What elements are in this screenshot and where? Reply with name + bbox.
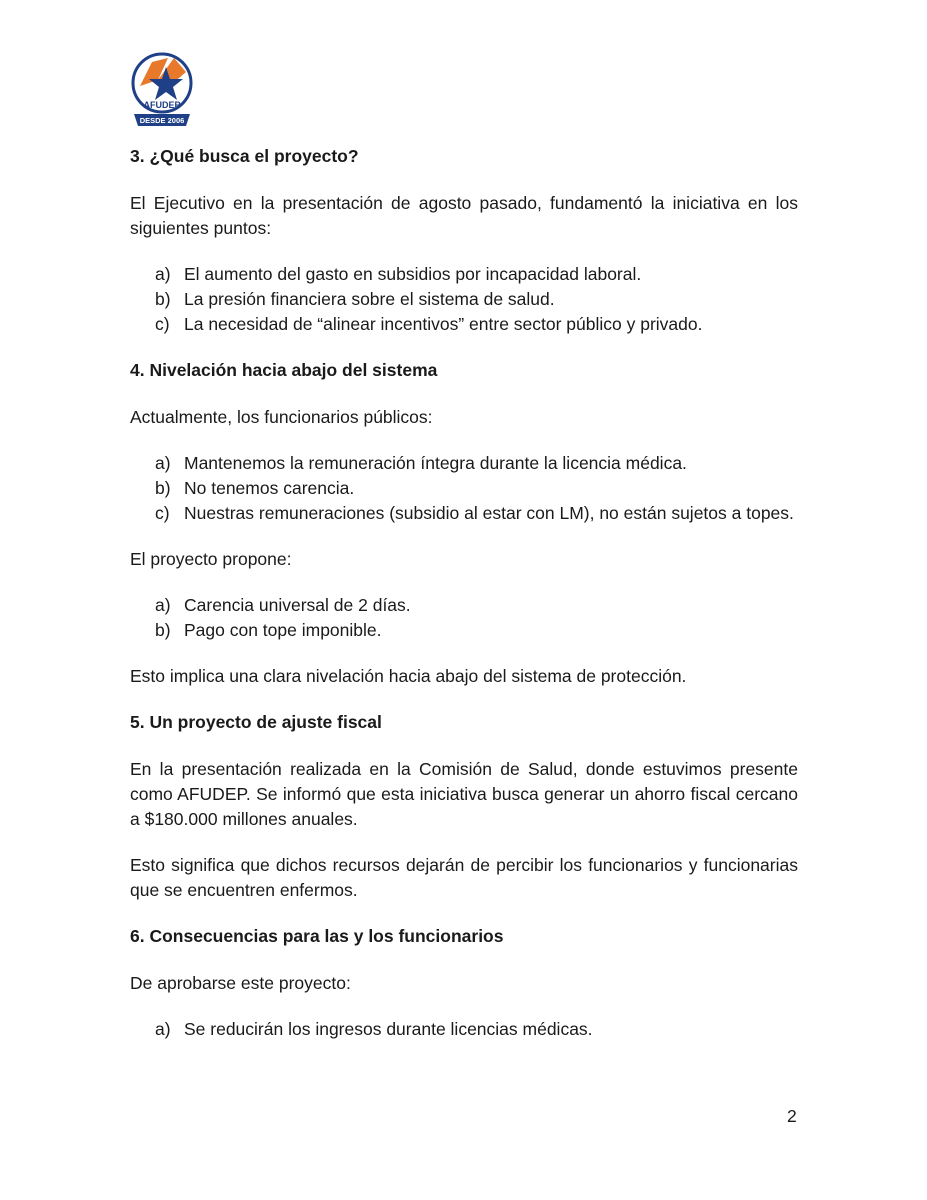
logo-subtitle: DESDE 2006 [139,116,185,125]
page-number: 2 [787,1106,797,1126]
section-4-proposal-intro: El proyecto propone: [130,549,292,569]
list-item [130,476,798,501]
list-marker: a) [155,595,171,615]
list-marker: b) [155,289,171,309]
section-6-intro: De aprobarse este proyecto: [130,973,351,993]
list-item-text: Se reducirán los ingresos durante licencias médicas. [184,1019,593,1039]
list-item [130,312,798,337]
section-3-intro: El Ejecutivo en la presentación de agosto pasado, fundamentó la iniciativa en los siguientes puntos: [130,193,798,238]
list-item-text: El aumento del gasto en subsidios por incapacidad laboral. [184,264,642,284]
section-5-heading: 5. Un proyecto de ajuste fiscal [130,712,382,732]
section-4-proposal-list [130,593,798,643]
section-6-list [130,1017,798,1042]
list-item [130,1017,798,1042]
section-3-list [130,262,798,337]
list-item-text: La presión financiera sobre el sistema de salud. [184,289,555,309]
list-marker: b) [155,620,171,640]
section-4-intro: Actualmente, los funcionarios públicos: [130,407,433,427]
section-6-heading: 6. Consecuencias para las y los funcionarios [130,926,504,946]
list-item-text: Pago con tope imponible. [184,620,382,640]
list-item [130,262,798,287]
list-item-text: Mantenemos la remuneración íntegra durante la licencia médica. [184,453,687,473]
section-4-list [130,451,798,526]
afudep-logo [128,50,196,130]
document-body [130,144,798,1042]
list-marker: a) [155,1019,171,1039]
list-item [130,501,798,526]
section-5-paragraph-1: En la presentación realizada en la Comisión de Salud, donde estuvimos presente como AFUDEP. Se informó que esta iniciativa busca generar un ahorro fiscal cercano a $180.000 millones anuales. [130,759,798,829]
list-item [130,593,798,618]
section-4-conclusion: Esto implica una clara nivelación hacia abajo del sistema de protección. [130,666,687,686]
list-item-text: La necesidad de “alinear incentivos” entre sector público y privado. [184,314,703,334]
list-item [130,451,798,476]
section-5-paragraph-2: Esto significa que dichos recursos dejarán de percibir los funcionarios y funcionarias que se encuentren enfermos. [130,855,798,900]
list-item-text: No tenemos carencia. [184,478,355,498]
section-3-heading: 3. ¿Qué busca el proyecto? [130,146,359,166]
list-item [130,287,798,312]
section-4-heading: 4. Nivelación hacia abajo del sistema [130,360,438,380]
list-item-text: Nuestras remuneraciones (subsidio al estar con LM), no están sujetos a topes. [184,503,794,523]
list-item [130,618,798,643]
list-marker: b) [155,478,171,498]
list-marker: c) [155,503,170,523]
list-marker: a) [155,264,171,284]
list-item-text: Carencia universal de 2 días. [184,595,411,615]
logo-name: AFUDEP [143,100,181,110]
list-marker: a) [155,453,171,473]
list-marker: c) [155,314,170,334]
